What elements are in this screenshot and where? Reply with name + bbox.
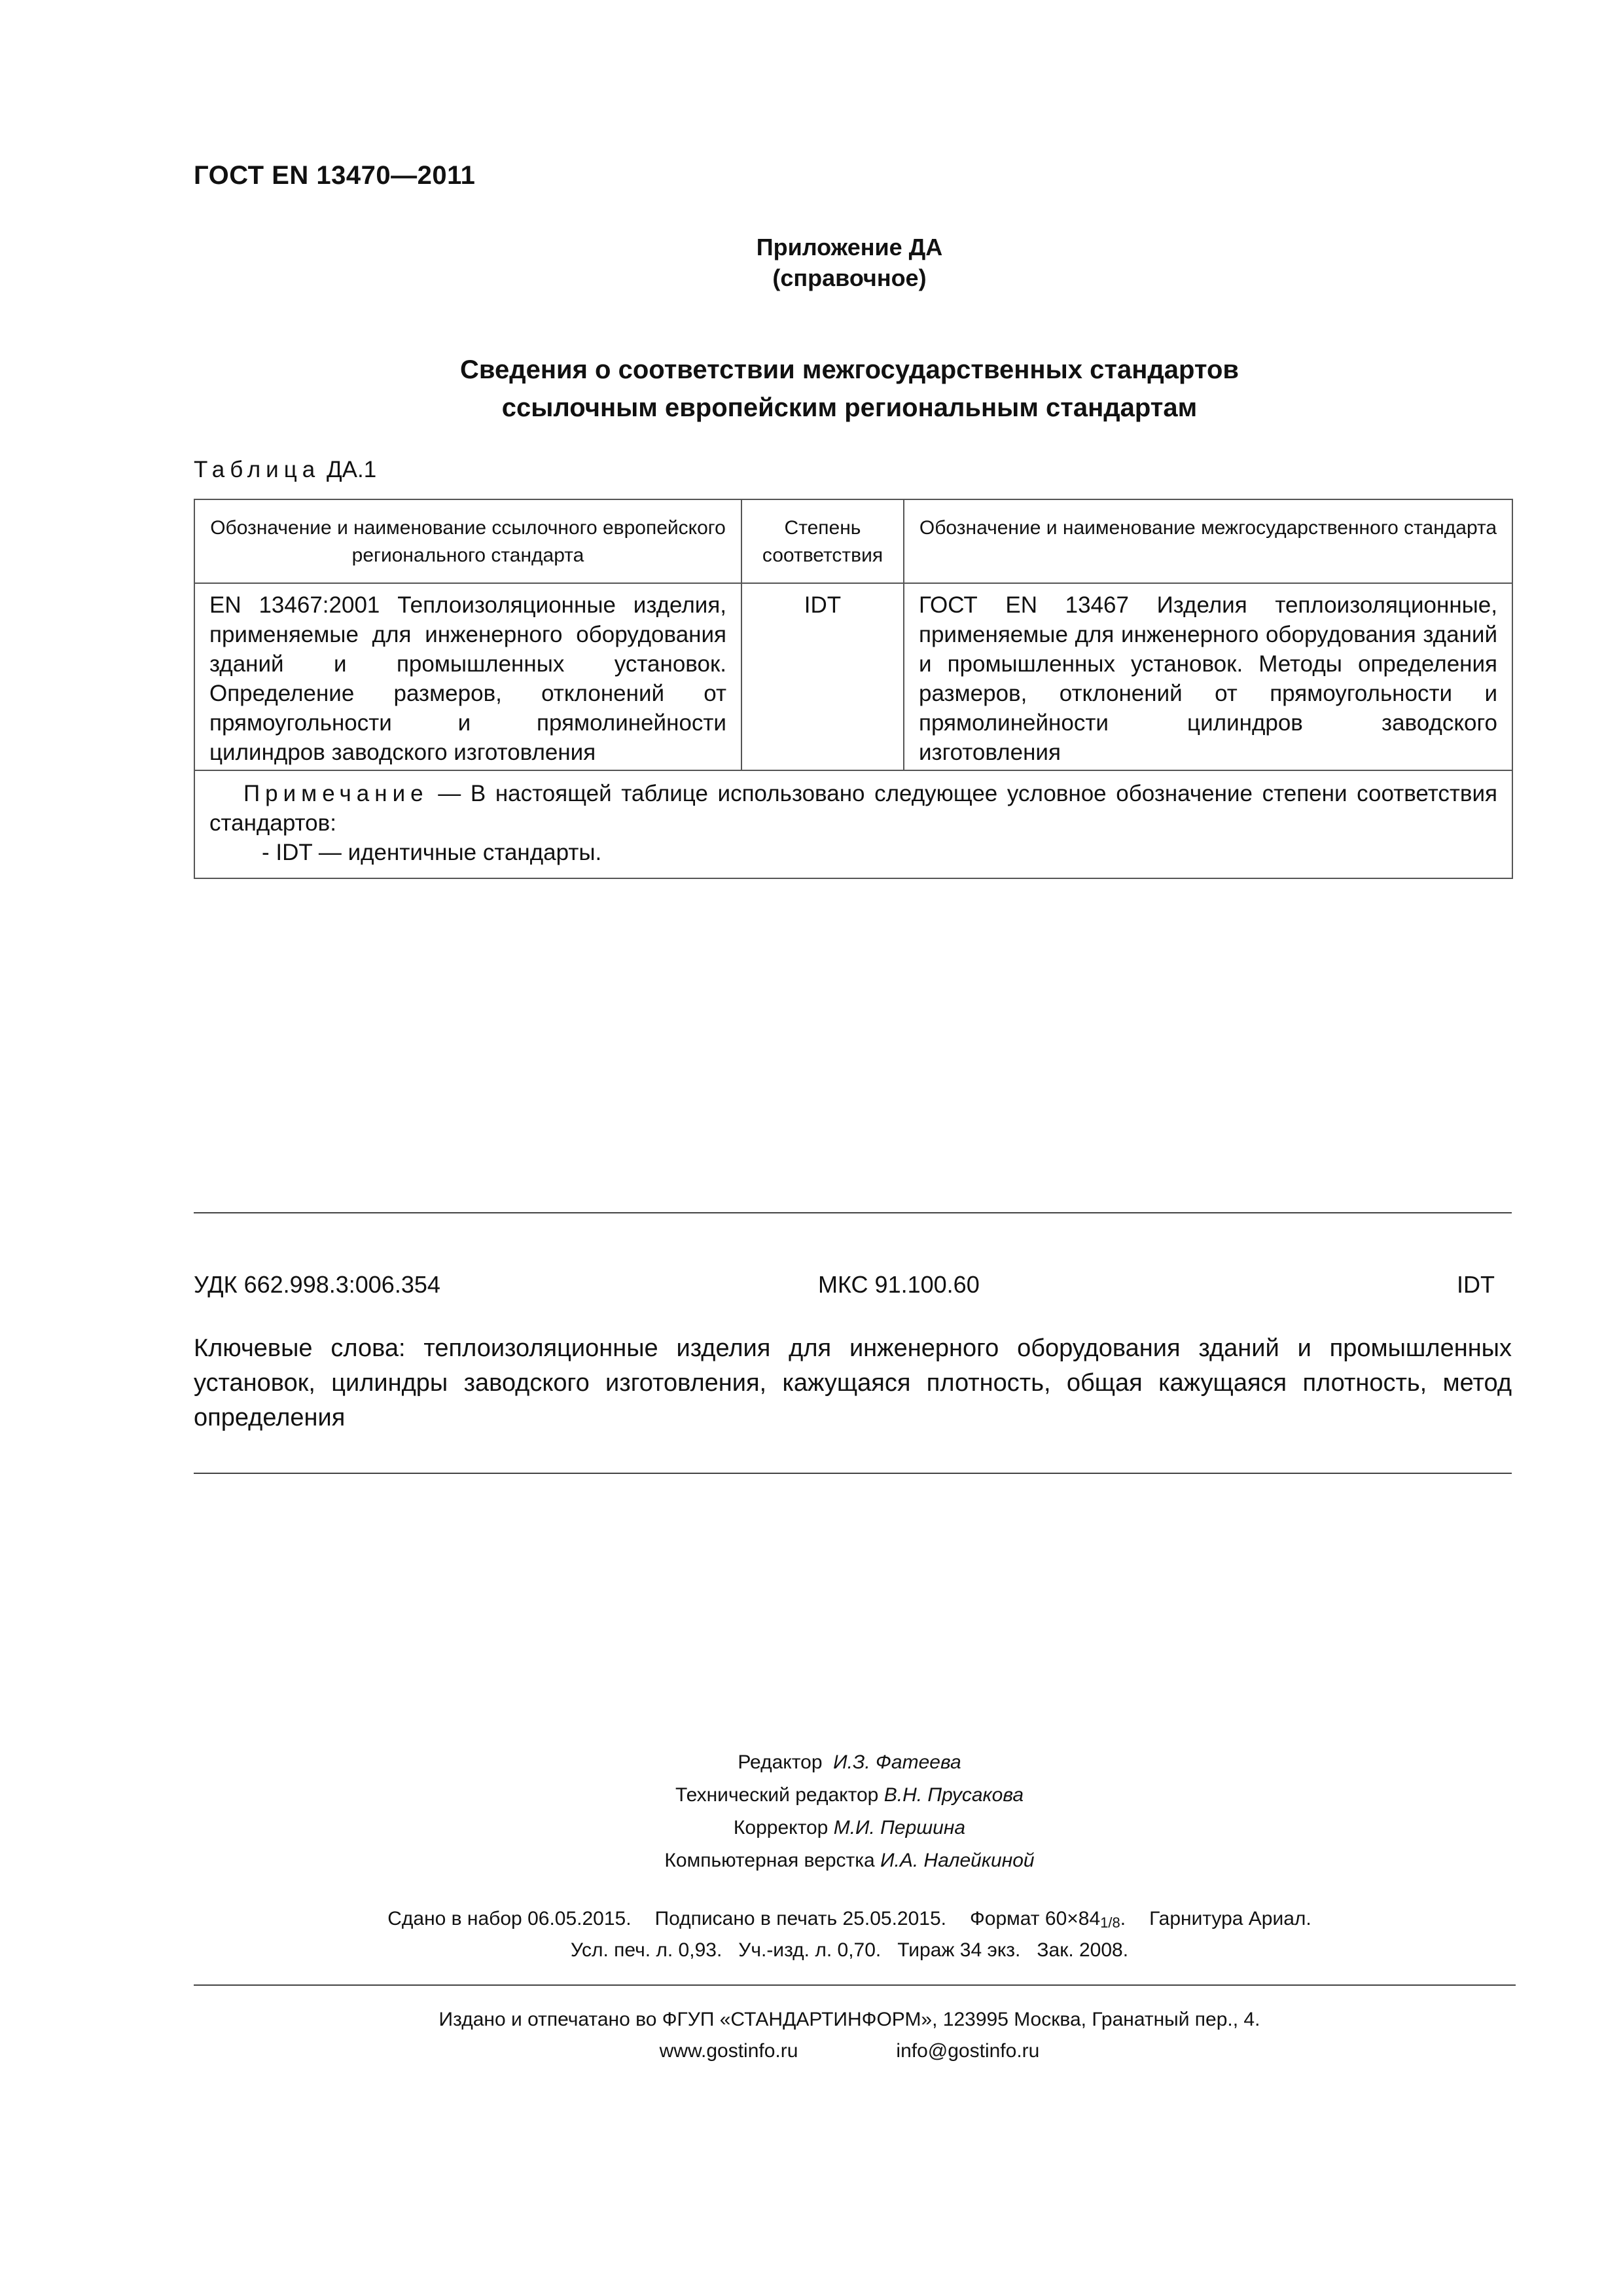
credit-role: Технический редактор: [675, 1784, 879, 1806]
print-signed: Подписано в печать 25.05.2015.: [654, 1908, 946, 1929]
cell-degree: IDT: [741, 583, 904, 770]
table-caption: [194, 457, 376, 483]
section-title-line-2: ссылочным европейским региональным стандартам: [501, 393, 1198, 422]
divider-keywords: [194, 1473, 1512, 1474]
divider-publisher: [194, 1984, 1516, 1986]
publisher-website[interactable]: www.gostinfo.ru: [659, 2040, 798, 2062]
credit-role: Редактор: [738, 1751, 823, 1773]
credit-name: В.Н. Прусакова: [883, 1784, 1024, 1806]
credit-name: И.А. Налейкиной: [880, 1850, 1035, 1871]
table-header-row: [194, 499, 1512, 583]
credit-name: М.И. Першина: [833, 1817, 966, 1839]
header-interstate-standard: Обозначение и наименование межгосударственного стандарта: [904, 499, 1512, 583]
credit-role: Корректор: [733, 1817, 829, 1839]
appendix-subtitle: (справочное): [772, 264, 927, 291]
credit-editor: [0, 1746, 1623, 1779]
publisher-line: Издано и отпечатано во ФГУП «СТАНДАРТИНФОРМ», 123995 Москва, Гранатный пер., 4.: [438, 2009, 1260, 2030]
note-item: - IDT — идентичные стандарты.: [262, 840, 602, 865]
print-typeface: Гарнитура Ариал.: [1149, 1908, 1311, 1929]
cell-european-standard: EN 13467:2001 Теплоизоляционные изделия, применяемые для инженерного оборудования зданий и промышленных установок. Определение размеров, отклонений от прямоугольности и прямолинейности цилиндров заводского изготовления: [194, 583, 741, 770]
header-european-standard: Обозначение и наименование ссылочного европейского регионального стандарта: [194, 499, 741, 583]
table-row: [194, 583, 1512, 770]
table-caption-word: Таблица: [194, 457, 321, 482]
credit-role: Компьютерная верстка: [664, 1850, 875, 1871]
divider-top: [194, 1212, 1512, 1213]
print-info-line-2: [0, 1935, 1623, 1966]
correspondence-table: [194, 499, 1513, 879]
table-caption-number: ДА.1: [326, 457, 377, 482]
note-text: — В настоящей таблице использовано следующее условное обозначение степени соответствия стандартов:: [209, 781, 1497, 836]
appendix-title: Приложение ДА: [756, 234, 943, 260]
table-note-row: [194, 770, 1512, 878]
print-format: Формат 60×84: [969, 1908, 1101, 1929]
degree-code: IDT: [1457, 1271, 1495, 1298]
print-submitted: Сдано в набор 06.05.2015.: [387, 1908, 632, 1929]
publisher-contacts: [0, 2036, 1623, 2067]
table-note: [194, 770, 1512, 878]
credit-layout: [0, 1844, 1623, 1877]
credit-proofreader: [0, 1812, 1623, 1844]
print-edition-sheets: Уч.-изд. л. 0,70.: [738, 1939, 882, 1961]
credit-name: И.З. Фатеева: [833, 1751, 961, 1773]
header-degree: Степень соответствия: [741, 499, 904, 583]
print-run: Тираж 34 экз.: [897, 1939, 1021, 1961]
mks-code: МКС 91.100.60: [818, 1271, 980, 1298]
note-body: [209, 779, 1497, 838]
print-format-fraction: 1/8: [1100, 1914, 1120, 1931]
document-code: ГОСТ EN 13470—2011: [194, 161, 476, 190]
cell-interstate-standard: ГОСТ EN 13467 Изделия теплоизоляционные, применяемые для инженерного оборудования зданий и промышленных установок. Методы определения размеров, отклонений от прямоугольности и прямолинейности цилиндров заводского изготовления: [904, 583, 1512, 770]
publisher-email[interactable]: info@gostinfo.ru: [896, 2040, 1040, 2062]
section-title-line-1: Сведения о соответствии межгосударственных стандартов: [460, 355, 1239, 384]
note-label: Примечание: [243, 781, 429, 806]
print-sheets: Усл. печ. л. 0,93.: [570, 1939, 722, 1961]
credit-tech-editor: [0, 1779, 1623, 1812]
udk-code: УДК 662.998.3:006.354: [194, 1271, 440, 1298]
keywords: Ключевые слова: теплоизоляционные изделия для инженерного оборудования зданий и промышленных установок, цилиндры заводского изготовления, кажущаяся плотность, общая кажущаяся плотность, метод определения: [194, 1335, 1512, 1431]
print-order: Зак. 2008.: [1037, 1939, 1129, 1961]
print-info-line-1: Сдано в набор 06.05.2015. Подписано в печать 25.05.2015. Формат 60×841/8. Гарнитура Ариал.: [387, 1908, 1311, 1931]
